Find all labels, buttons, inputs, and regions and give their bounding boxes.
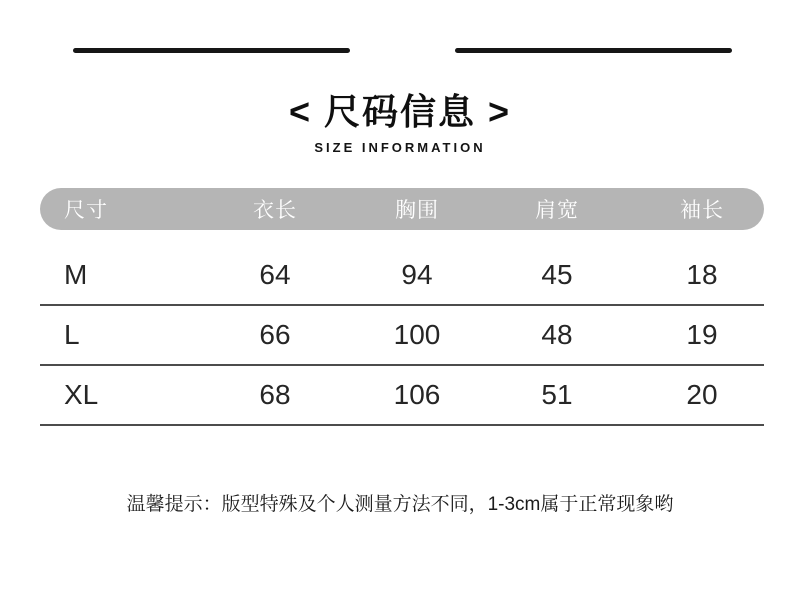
chest-value-cell: 94 — [401, 259, 433, 290]
page-title: < 尺码信息 > — [288, 91, 512, 132]
chest-value-cell: 100 — [393, 319, 441, 350]
column-header-size: 尺寸 — [64, 199, 108, 222]
column-header-shoulder: 肩宽 — [535, 199, 579, 222]
size-label-cell: L — [64, 319, 80, 350]
sleeve-value-cell: 18 — [686, 259, 718, 290]
size-label-cell: M — [64, 259, 88, 290]
sleeve-value-cell: 19 — [686, 319, 718, 350]
divider-bar-right — [455, 48, 732, 53]
size-label-cell: XL — [64, 379, 99, 410]
chest-value-cell: 106 — [393, 379, 441, 410]
column-header-chest: 胸围 — [395, 199, 439, 222]
length-value-cell: 64 — [259, 259, 291, 290]
size-table-header-row — [40, 188, 764, 230]
column-header-length: 衣长 — [253, 199, 297, 222]
sleeve-value-cell: 20 — [686, 379, 718, 410]
size-table — [40, 188, 764, 426]
table-row — [40, 246, 764, 306]
column-header-sleeve: 袖长 — [680, 199, 724, 222]
divider-bar-left — [73, 48, 350, 53]
shoulder-value-cell: 48 — [541, 319, 573, 350]
shoulder-value-cell: 45 — [541, 259, 573, 290]
table-row — [40, 306, 764, 366]
shoulder-value-cell: 51 — [541, 379, 573, 410]
length-value-cell: 66 — [259, 319, 291, 350]
table-row — [40, 366, 764, 426]
notice-text: 温馨提示：版型特殊及个人测量方法不同，1-3cm属于正常现象哟 — [126, 494, 674, 515]
length-value-cell: 68 — [259, 379, 291, 410]
page-subtitle: SIZE INFORMATION — [314, 140, 486, 155]
